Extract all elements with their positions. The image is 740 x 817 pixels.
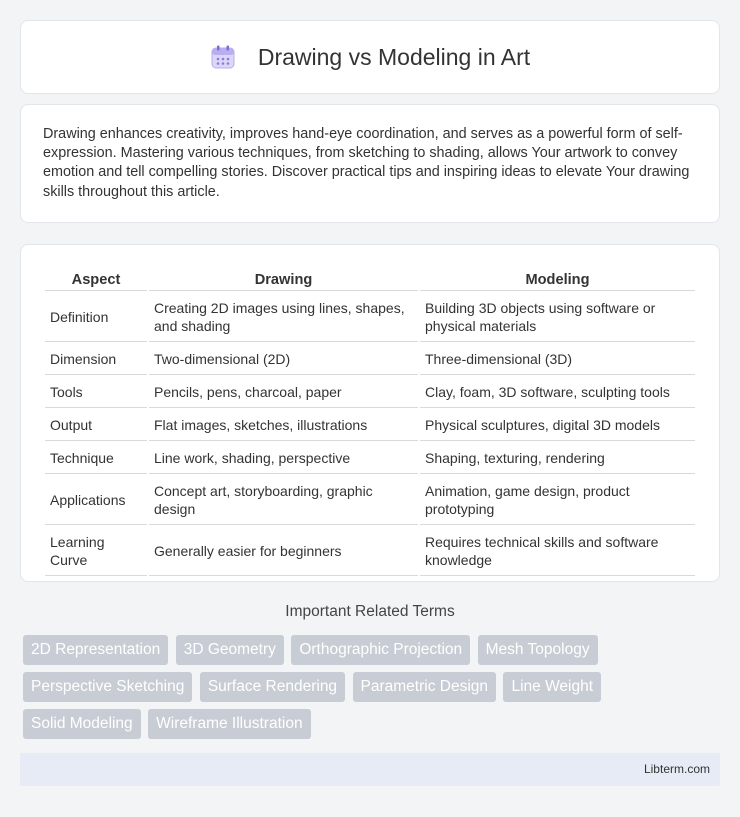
table-cell: Animation, game design, product prototyping xyxy=(420,476,695,525)
tag-mesh-topology[interactable]: Mesh Topology xyxy=(478,635,598,665)
header-aspect: Aspect xyxy=(45,267,147,291)
table-cell: Concept art, storyboarding, graphic design xyxy=(149,476,418,525)
tag-solid-modeling[interactable]: Solid Modeling xyxy=(23,709,141,739)
table-row xyxy=(45,443,695,474)
related-terms-title: Important Related Terms xyxy=(285,603,455,620)
header-card xyxy=(20,20,720,94)
tag-line-weight[interactable]: Line Weight xyxy=(503,672,601,702)
table-row xyxy=(45,344,695,375)
intro-text: Drawing enhances creativity, improves hand-eye coordination, and serves as a powerful form of self-expression. Mastering various techniques, from sketching to shading, allows Your artwork to convey emotion and tell compelling stories. Discover practical tips and inspiring ideas to elevate Your drawing skills throughout this article. xyxy=(43,126,690,200)
table-cell: Requires technical skills and software knowledge xyxy=(420,527,695,576)
table-cell: Output xyxy=(45,410,147,441)
calendar-icon xyxy=(210,44,236,70)
header-modeling: Modeling xyxy=(420,267,695,291)
table-row xyxy=(45,476,695,525)
related-terms-tags xyxy=(23,635,723,746)
header xyxy=(210,44,530,71)
table-row xyxy=(45,293,695,342)
tag-3d-geometry[interactable]: 3D Geometry xyxy=(176,635,284,665)
table-cell: Shaping, texturing, rendering xyxy=(420,443,695,474)
intro-card xyxy=(20,104,720,223)
table-header-row xyxy=(45,267,695,291)
tag-orthographic-projection[interactable]: Orthographic Projection xyxy=(291,635,470,665)
table-cell: Dimension xyxy=(45,344,147,375)
table-cell: Learning Curve xyxy=(45,527,147,576)
comparison-table xyxy=(43,265,697,578)
table-cell: Flat images, sketches, illustrations xyxy=(149,410,418,441)
table-cell: Line work, shading, perspective xyxy=(149,443,418,474)
table-row xyxy=(45,377,695,408)
table-cell: Physical sculptures, digital 3D models xyxy=(420,410,695,441)
tag-2d-representation[interactable]: 2D Representation xyxy=(23,635,168,665)
table-row xyxy=(45,527,695,576)
footer xyxy=(20,753,720,786)
table-cell: Three-dimensional (3D) xyxy=(420,344,695,375)
table-cell: Applications xyxy=(45,476,147,525)
tag-surface-rendering[interactable]: Surface Rendering xyxy=(200,672,345,702)
table-cell: Definition xyxy=(45,293,147,342)
table-cell: Two-dimensional (2D) xyxy=(149,344,418,375)
table-cell: Generally easier for beginners xyxy=(149,527,418,576)
table-cell: Technique xyxy=(45,443,147,474)
tag-parametric-design[interactable]: Parametric Design xyxy=(353,672,497,702)
page-title: Drawing vs Modeling in Art xyxy=(257,43,531,70)
table-cell: Creating 2D images using lines, shapes, and shading xyxy=(149,293,418,342)
footer-link[interactable]: Libterm.com xyxy=(643,762,710,776)
table-cell: Clay, foam, 3D software, sculpting tools xyxy=(420,377,695,408)
table-row xyxy=(45,410,695,441)
comparison-table-card xyxy=(20,244,720,582)
header-drawing: Drawing xyxy=(149,267,418,291)
table-cell: Tools xyxy=(45,377,147,408)
table-cell: Building 3D objects using software or physical materials xyxy=(420,293,695,342)
tag-wireframe-illustration[interactable]: Wireframe Illustration xyxy=(148,709,310,739)
tag-perspective-sketching[interactable]: Perspective Sketching xyxy=(23,672,192,702)
table-cell: Pencils, pens, charcoal, paper xyxy=(149,377,418,408)
